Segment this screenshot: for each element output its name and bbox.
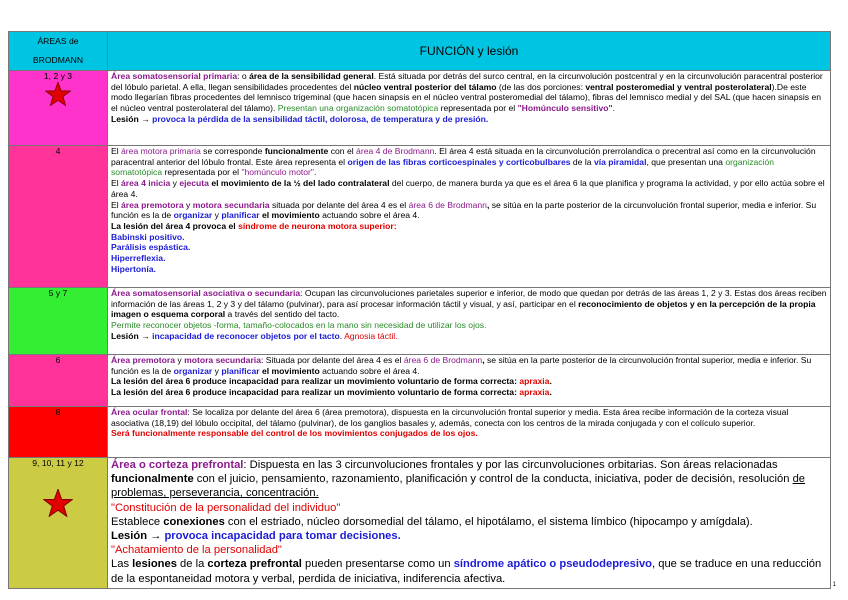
area-label: 8: [55, 407, 61, 417]
text-run: síndrome apático o pseudodepresivo: [453, 558, 652, 571]
text-run: síndrome de neurona motora superior:: [238, 220, 397, 231]
function-cell: [108, 458, 831, 589]
function-cell: [108, 288, 831, 355]
area-cell: [9, 146, 108, 288]
table-row: [9, 146, 831, 288]
text-run: con el juicio, pensamiento, razonamiento, planificación y control de la conducta, iniciativa, poder de decisión, resolución: [193, 473, 793, 486]
text-run: . Está situada por detrás del surco central, en la circunvolución postcentral y en la circunvolución paracentral posterior del lóbulo parietal. A ella, llegan sensibilidades procedentes del: [111, 71, 823, 92]
text-run: área 6 de Brodmann: [403, 355, 483, 365]
text-run: motora secundaria: [184, 355, 261, 365]
text-run: ,: [486, 199, 490, 210]
text-run: actuando sobre el área 4.: [319, 365, 420, 376]
text-run: provoca la pérdida de la sensibilidad táctil, dolorosa, de temperatura y de presión.: [152, 113, 489, 124]
text-run: el movimiento: [259, 365, 320, 376]
text-run: Las: [111, 558, 133, 571]
text-run: "homúnculo motor": [241, 167, 314, 178]
text-run: Lesión →: [111, 530, 165, 543]
text-run: y: [212, 365, 222, 376]
text-run: .: [549, 376, 552, 387]
header-areas: ÁREAS de BRODMANN: [9, 32, 108, 71]
text-run: lesiones: [132, 558, 177, 571]
text-run: Parálisis espástica.: [111, 242, 191, 253]
text-run: Área ocular frontal: [111, 407, 188, 417]
text-run: área 4 inicia: [121, 178, 171, 189]
text-run: y: [175, 355, 185, 365]
text-run: Presentan una organización somatotópica: [277, 103, 439, 114]
area-cell: [9, 71, 108, 146]
text-run: Permite reconocer objetos -forma, tamaño-colocados en la mano sin necesidad de utilizar los ojos.: [111, 320, 487, 331]
text-run: área 6 de Brodmann: [408, 199, 487, 210]
text-run: el movimiento de la ½ del lado contralateral: [208, 178, 390, 189]
text-run: de la: [176, 558, 208, 571]
text-run: .: [313, 167, 317, 178]
text-run: área de la sensibilidad general: [249, 71, 374, 81]
text-run: Establece: [111, 515, 164, 528]
function-cell: [108, 407, 831, 458]
text-run: se corresponde: [200, 146, 265, 156]
text-run: Lesión →: [111, 113, 153, 124]
function-cell: [108, 355, 831, 407]
text-run: Área somatosensorial asociativa o secundaria: [111, 288, 301, 298]
text-run: conexiones: [163, 515, 225, 528]
area-label: 9, 10, 11 y 12: [32, 458, 84, 468]
text-run: de la: [570, 156, 594, 167]
text-run: del cuerpo, de manera burda ya que es el área 6 la que planifica y programa la actividad, y por ello actúa sobre el área 4.: [111, 178, 825, 199]
text-run: , que se traduce en una reducción de la espontaneidad motora y verbal, perdida de iniciativa, indiferencia afectiva.: [111, 558, 822, 585]
text-run: funcionalmente: [264, 146, 329, 156]
text-run: ejecuta: [179, 178, 209, 189]
text-run: actuando sobre el área 4.: [319, 210, 420, 221]
text-run: a través del sentido del tacto.: [225, 309, 340, 320]
text-run: organizar: [173, 365, 213, 376]
text-run: el movimiento: [259, 210, 320, 221]
text-run: Hipertonía.: [111, 263, 156, 274]
text-run: núcleo ventral posterior del tálamo: [353, 81, 497, 92]
text-run: provoca incapacidad para tomar decisiones.: [164, 530, 401, 543]
text-run: Área o corteza prefrontal: [111, 459, 244, 471]
text-run: origen de las fibras corticoespinales y corticobulbares: [347, 156, 571, 167]
area-cell: [9, 355, 108, 407]
text-run: planificar: [221, 210, 260, 221]
text-run: área 4 de Brodmann: [356, 146, 435, 156]
text-run: El: [111, 146, 122, 156]
text-run: representada por el: [438, 103, 518, 114]
text-run: de problemas, perseverancia, concentración.: [111, 473, 806, 500]
text-run: : Ocupan las circunvoluciones parietales superior e inferior, de modo que quedan por detrás de las áreas 1, 2 y 3. Estas dos áreas reciben información de las áreas 1, 2 y 3 y del tálamo (pulvinar), para así procesar información táctil y visual, y así, participar en el: [111, 288, 827, 309]
text-run: motora secundaria: [192, 199, 270, 210]
text-run: reconocimiento de objetos y en la percepción de la propia imagen o esquema corporal: [111, 298, 816, 320]
text-run: se sitúa en la parte posterior de la circunvolución frontal superior, media e inferior. Su función es la de: [111, 199, 817, 221]
text-run: ventral posteromedial y ventral posterolateral: [585, 81, 772, 92]
text-run: área premotora: [121, 199, 184, 210]
text-run: apraxia: [519, 387, 550, 398]
table-header-row: [9, 32, 831, 71]
text-run: "Achatamiento de la personalidad": [111, 544, 282, 557]
text-run: pueden presentarse como un: [301, 558, 454, 571]
text-run: se sitúa en la parte posterior de la circunvolución frontal superior, media e inferior. Su función es la de: [111, 355, 812, 376]
text-run: corteza prefrontal: [207, 558, 302, 571]
text-run: área motora primaria: [121, 146, 201, 156]
area-label: 4: [55, 146, 61, 156]
text-run: .: [612, 103, 616, 114]
text-run: . El área 4 está situada en la circunvolución prerrolandica o precentral así como en la circunvolución paracentral anterior del lóbulo frontal. Este área representa el: [111, 146, 816, 167]
text-run: "Homúnculo sensitivo": [517, 103, 613, 114]
table-row: [9, 355, 831, 407]
star-icon: [45, 82, 71, 106]
text-run: Área somatosensorial primaria: [111, 71, 238, 81]
text-run: Área premotora: [111, 355, 175, 365]
text-run: .: [339, 330, 343, 341]
text-run: : o: [237, 71, 250, 81]
text-run: (de las dos porciones:: [496, 81, 586, 92]
text-run: apraxia: [519, 376, 550, 387]
text-run: situada por delante del área 4 es el: [269, 199, 409, 210]
text-run: Lesión →: [111, 330, 153, 341]
text-run: : Dispuesta en las 3 circunvoluciones frontales y por las circunvoluciones orbitarias. Son áreas relacionadas: [243, 459, 778, 471]
text-run: con el estriado, núcleo dorsomedial del tálamo, el hipotálamo, el sistema límbico (hipocampo y amígdala).: [224, 515, 753, 528]
area-cell: [9, 458, 108, 589]
text-run: y: [170, 178, 180, 189]
table-row: [9, 458, 831, 589]
function-cell: [108, 146, 831, 288]
text-run: organizar: [173, 210, 213, 221]
area-label: 1, 2 y 3: [43, 71, 73, 81]
text-run: vía piramidal: [593, 156, 647, 167]
text-run: ,: [482, 355, 485, 365]
text-run: representada por el: [162, 167, 242, 178]
text-run: La lesión del área 4 provoca el: [111, 220, 239, 231]
area-label: 5 y 7: [48, 288, 68, 298]
text-run: "Constitución de la personalidad del individuo": [111, 501, 341, 514]
page-number: 1: [832, 582, 836, 588]
text-run: incapacidad de reconocer objetos por el tacto: [152, 330, 340, 341]
area-label: 6: [55, 355, 61, 365]
function-cell: [108, 71, 831, 146]
text-run: y: [183, 199, 193, 210]
brodmann-table: [8, 31, 831, 589]
area-cell: [9, 288, 108, 355]
text-run: funcionalmente: [111, 473, 194, 486]
text-run: Hiperreflexia.: [111, 253, 166, 264]
text-run: Agnosia táctil.: [342, 330, 398, 341]
table-row: [9, 71, 831, 146]
text-run: .: [549, 387, 552, 398]
area-cell: [9, 407, 108, 458]
text-run: ).De este modo llegarían fibras procedentes del lemnisco trigeminal (que hacen sinapsis en el núcleo ventral posteromedial del tálamo), fibras del lemnisco medial y del SAL (que hacen sinapsis en el núcleo ventral posterolateral del tálamo).: [111, 81, 822, 114]
table-row: [9, 288, 831, 355]
text-run: : Se localiza por delante del área 6 (área premotora), dispuesta en la circunvolución frontal superior y media. Esta área recibe información de la corteza visual asociativa (18,19) del lóbulo occipital, del tálamo (pulvinar), de los ganglios basales y, además, conecta con los centros de la mirada conjugada y con el colículo superior.: [111, 407, 789, 428]
text-run: , que presentan una: [646, 156, 726, 167]
text-run: Babinski positivo.: [111, 231, 185, 242]
table-row: [9, 407, 831, 458]
text-run: y: [212, 210, 222, 221]
text-run: : Situada por delante del área 4 es el: [260, 355, 404, 365]
text-run: El: [111, 178, 122, 189]
text-run: Será funcionalmente responsable del control de los movimientos conjugados de los ojos.: [111, 428, 478, 439]
text-run: organización somatotópica: [111, 156, 775, 178]
text-run: con el: [328, 146, 357, 156]
text-run: planificar: [221, 365, 260, 376]
text-run: La lesión del área 6 produce incapacidad para realizar un movimiento voluntario de forma correcta:: [111, 387, 520, 398]
star-icon: [43, 489, 73, 517]
header-function: FUNCIÓN y lesión: [108, 32, 831, 71]
text-run: La lesión del área 6 produce incapacidad para realizar un movimiento voluntario de forma correcta:: [111, 376, 520, 387]
text-run: El: [111, 199, 122, 210]
